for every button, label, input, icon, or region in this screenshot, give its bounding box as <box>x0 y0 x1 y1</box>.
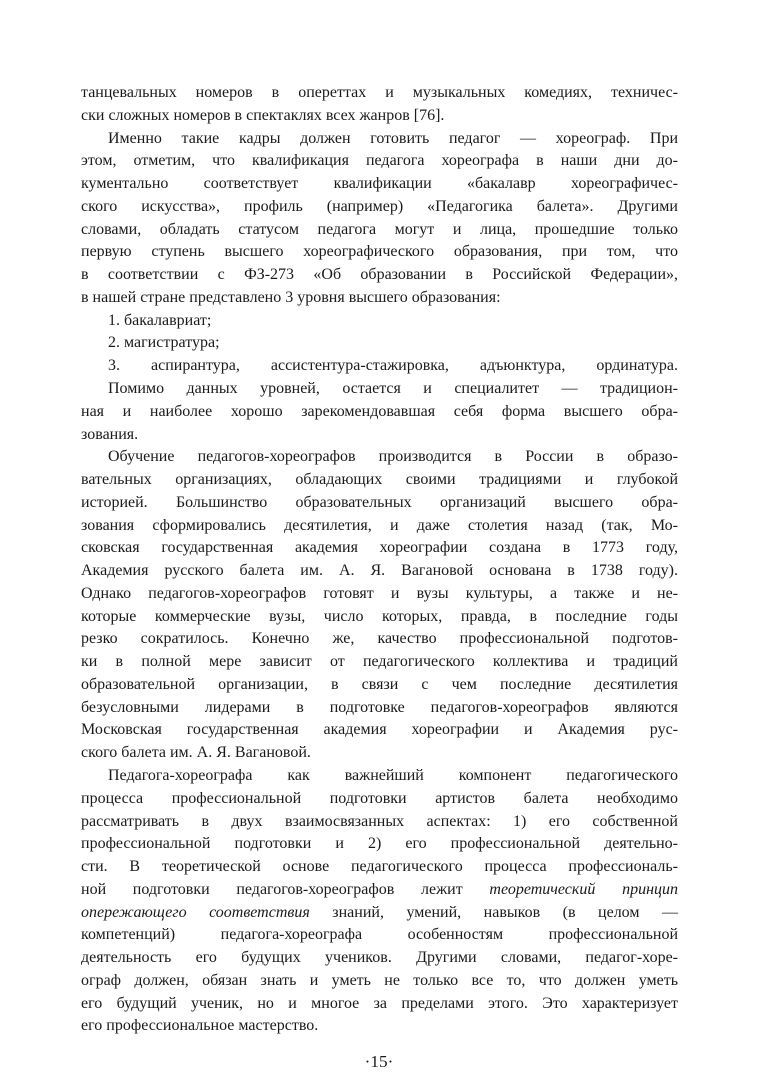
text-line: ки в полной мере зависит от педагогического коллектива и традиций <box>81 653 678 670</box>
text-line: зования. <box>81 426 139 443</box>
text-line: которые коммерческие вузы, число которых, правда, в последние годы <box>81 608 678 625</box>
text-line: ограф должен, обязан знать и уметь не только все то, что должен уметь <box>81 972 678 989</box>
text-line: ского искусства», профиль (например) «Педагогика балета». Другими <box>81 198 678 215</box>
text-line: Педагога-хореографа как важнейший компонент педагогического <box>108 767 678 784</box>
italic-phrase: теоретический принцип <box>489 881 679 898</box>
text-line: Академия русского балета им. А. Я. Вагановой основана в 1738 году). <box>81 562 678 579</box>
text-line: этом, отметим, что квалификация педагога хореографа в наши дни до- <box>81 152 678 169</box>
text-line: историей. Большинство образовательных организаций высшего обра- <box>81 494 678 511</box>
text-line: словами, обладать статусом педагога могут и лица, прошедшие только <box>81 221 678 238</box>
text-line: в соответствии с ФЗ-273 «Об образовании в Российской Федерации», <box>81 266 678 283</box>
text-line: кументально соответствует квалификации «бакалавр хореографичес- <box>81 175 678 192</box>
italic-phrase: опережающего соответствия <box>81 904 310 921</box>
text-line: первую ступень высшего хореографического образования, при том, что <box>81 243 678 260</box>
text-line: танцевальных номеров в опереттах и музыкальных комедиях, техничес- <box>81 84 678 101</box>
text-line: вательных организациях, обладающих своими традициями и глубокой <box>81 471 678 488</box>
text-line: компетенций) педагога-хореографа особенностям профессиональной <box>81 926 678 943</box>
text-segment: знаний, умений, навыков (в целом — <box>309 904 679 921</box>
text-line: зования сформировались десятилетия, и даже столетия назад (так, Мо- <box>81 517 678 534</box>
text-line: сковская государственная академия хореографии создана в 1773 году, <box>81 539 678 556</box>
list-item: 1. бакалавриат; <box>108 312 212 329</box>
text-line: ски сложных номеров в спектаклях всех жанров [76]. <box>81 107 445 124</box>
text-line: резко сократилось. Конечно же, качество профессиональной подготов- <box>81 630 678 647</box>
text-line: Обучение педагогов-хореографов производится в России в образо- <box>108 448 678 465</box>
text-line: в нашей стране представлено 3 уровня высшего образования: <box>81 289 501 306</box>
text-line: его профессиональное мастерство. <box>81 1017 319 1034</box>
page-number: ·15· <box>364 1052 394 1071</box>
text-line: сти. В теоретической основе педагогического процесса профессиональ- <box>81 858 678 875</box>
text-line: рассматривать в двух взаимосвязанных аспектах: 1) его собственной <box>81 813 678 830</box>
text-line: ского балета им. А. Я. Вагановой. <box>81 744 311 761</box>
text-line: его будущий ученик, но и многое за пределами этого. Это характеризует <box>81 995 678 1012</box>
text-segment: ной подготовки педагогов-хореографов лежит <box>81 881 490 898</box>
text-line: профессиональной подготовки и 2) его профессиональной деятельно- <box>81 835 678 852</box>
text-line <box>81 879 678 902</box>
text-line: образовательной организации, в связи с чем последние десятилетия <box>81 676 678 693</box>
text-line: деятельность его будущих учеников. Другими словами, педагог-хоре- <box>81 949 678 966</box>
text-line: Помимо данных уровней, остается и специалитет — традицион- <box>108 380 678 397</box>
text-line: Московская государственная академия хореографии и Академия рус- <box>81 721 678 738</box>
text-line: безусловными лидерами в подготовке педагогов-хореографов являются <box>81 699 678 716</box>
text-line <box>81 902 678 925</box>
text-line: Именно такие кадры должен готовить педагог — хореограф. При <box>108 130 678 147</box>
text-line: ная и наиболее хорошо зарекомендовавшая себя форма высшего обра- <box>81 403 678 420</box>
list-item: 2. магистратура; <box>108 334 220 351</box>
text-line: процесса профессиональной подготовки артистов балета необходимо <box>81 790 678 807</box>
text-line: Однако педагогов-хореографов готовят и вузы культуры, а также и не- <box>81 585 678 602</box>
list-item: 3. аспирантура, ассистентура-стажировка, адъюнктура, ординатура. <box>108 357 678 374</box>
